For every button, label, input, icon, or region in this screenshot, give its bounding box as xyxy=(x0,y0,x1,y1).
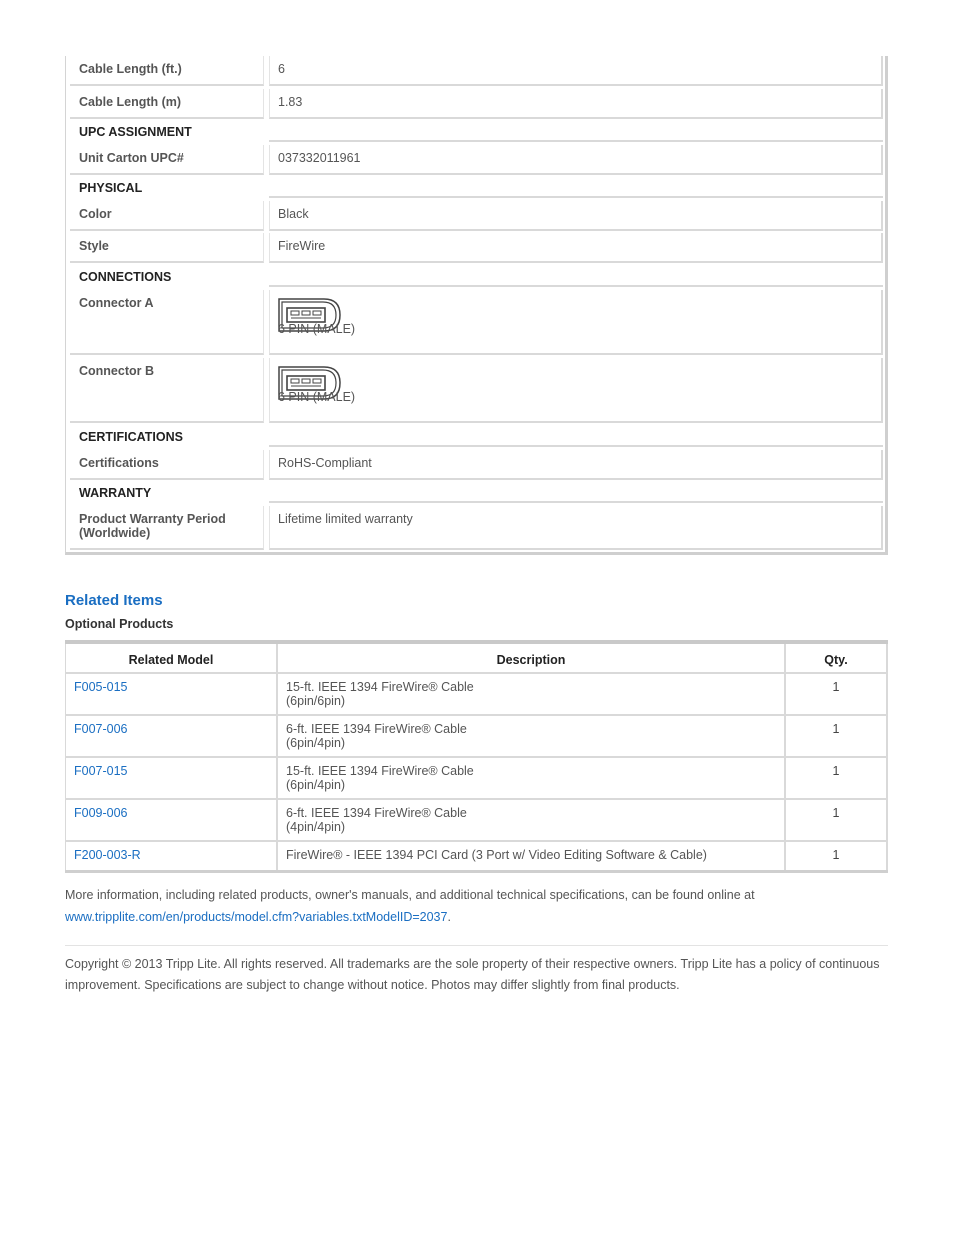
spec-label: Color xyxy=(70,201,264,231)
model-cell xyxy=(65,716,278,756)
section-title: UPC ASSIGNMENT xyxy=(79,125,192,139)
model-link[interactable]: F009-006 xyxy=(74,806,128,820)
description-line: (6pin/4pin) xyxy=(286,736,346,750)
description-line: (4pin/4pin) xyxy=(286,820,346,834)
spec-label: Connector A xyxy=(70,290,264,355)
qty-cell: 1 xyxy=(786,758,888,798)
spec-label-line: (Worldwide) xyxy=(79,526,151,540)
divider xyxy=(269,285,883,287)
spec-value: RoHS-Compliant xyxy=(269,450,883,480)
spec-row-cable-length-ft xyxy=(70,56,883,86)
description-line: (6pin/6pin) xyxy=(286,694,346,708)
column-header-qty: Qty. xyxy=(786,644,888,672)
table-row xyxy=(65,800,888,842)
spec-label: Unit Carton UPC# xyxy=(70,145,264,175)
model-cell xyxy=(65,800,278,840)
description-cell xyxy=(278,674,786,714)
description-line: 15-ft. IEEE 1394 FireWire® Cable xyxy=(286,764,474,778)
related-products-table xyxy=(65,640,888,873)
spec-row-style xyxy=(70,233,883,263)
description-line: 15-ft. IEEE 1394 FireWire® Cable xyxy=(286,680,474,694)
model-link[interactable]: F005-015 xyxy=(74,680,128,694)
table-row xyxy=(65,716,888,758)
section-header-warranty xyxy=(70,477,883,503)
divider xyxy=(269,501,883,503)
section-header-upc xyxy=(70,116,883,142)
spec-value: Lifetime limited warranty xyxy=(269,506,883,550)
spec-row-unit-carton-upc xyxy=(70,145,883,175)
spec-label: Style xyxy=(70,233,264,263)
spec-label: Cable Length (ft.) xyxy=(70,56,264,86)
spec-value: Black xyxy=(269,201,883,231)
spec-row-connector-a xyxy=(70,290,883,355)
product-page-link[interactable]: www.tripplite.com/en/products/model.cfm?variables.txtModelID=2037 xyxy=(65,910,448,924)
spec-row-warranty xyxy=(70,506,883,550)
spec-value: 1.83 xyxy=(269,89,883,119)
connector-type: 6 PIN (MALE) xyxy=(278,322,356,336)
spec-row-connector-b xyxy=(70,358,883,423)
copyright-text: Copyright © 2013 Tripp Lite. All rights reserved. All trademarks are the sole property of their respective owners. Tripp Lite has a policy of continuous improvement. Specifications are subject to change without notice. Photos may differ slightly from final products. xyxy=(65,957,880,992)
section-header-connections xyxy=(70,261,883,287)
spec-value: FireWire xyxy=(269,233,883,263)
divider xyxy=(269,140,883,142)
spec-row-color xyxy=(70,201,883,231)
qty-cell: 1 xyxy=(786,716,888,756)
more-info-period: . xyxy=(447,910,451,924)
specifications-table xyxy=(65,56,888,555)
divider xyxy=(269,196,883,198)
qty-cell: 1 xyxy=(786,674,888,714)
description-line: 6-ft. IEEE 1394 FireWire® Cable xyxy=(286,806,467,820)
model-cell xyxy=(65,842,278,870)
spec-label: Connector B xyxy=(70,358,264,423)
description-line: 6-ft. IEEE 1394 FireWire® Cable xyxy=(286,722,467,736)
spec-value: 6 xyxy=(269,56,883,86)
model-cell xyxy=(65,674,278,714)
more-info-sentence: More information, including related products, owner's manuals, and additional technical specifications, can be found online at xyxy=(65,888,755,902)
section-title: WARRANTY xyxy=(79,486,152,500)
column-header-model: Related Model xyxy=(65,644,278,672)
description-cell xyxy=(278,758,786,798)
column-header-description: Description xyxy=(278,644,786,672)
table-header-row xyxy=(65,644,888,674)
spec-value xyxy=(269,358,883,423)
connector-type: 6 PIN (MALE) xyxy=(278,390,356,404)
footer-divider xyxy=(65,945,888,946)
description-line: (6pin/4pin) xyxy=(286,778,346,792)
optional-products-heading: Optional Products xyxy=(65,617,174,631)
table-row xyxy=(65,758,888,800)
section-title: PHYSICAL xyxy=(79,181,143,195)
divider xyxy=(269,445,883,447)
description-cell xyxy=(278,842,786,870)
related-items-heading: Related Items xyxy=(65,592,163,609)
section-header-certifications xyxy=(70,421,883,447)
model-link[interactable]: F007-015 xyxy=(74,764,128,778)
spec-value: 037332011961 xyxy=(269,145,883,175)
spec-label xyxy=(70,506,264,550)
description-line: FireWire® - IEEE 1394 PCI Card (3 Port w/ Video Editing Software & Cable) xyxy=(286,848,707,862)
model-link[interactable]: F200-003-R xyxy=(74,848,141,862)
spec-label: Cable Length (m) xyxy=(70,89,264,119)
description-cell xyxy=(278,800,786,840)
spec-row-cable-length-m xyxy=(70,89,883,119)
qty-cell: 1 xyxy=(786,842,888,870)
model-cell xyxy=(65,758,278,798)
table-row xyxy=(65,674,888,716)
description-cell xyxy=(278,716,786,756)
section-title: CONNECTIONS xyxy=(79,270,172,284)
spec-row-certifications xyxy=(70,450,883,480)
model-link[interactable]: F007-006 xyxy=(74,722,128,736)
spec-label-line: Product Warranty Period xyxy=(79,512,226,526)
qty-cell: 1 xyxy=(786,800,888,840)
spec-value xyxy=(269,290,883,355)
spec-label: Certifications xyxy=(70,450,264,480)
table-row xyxy=(65,842,888,870)
section-header-physical xyxy=(70,172,883,198)
more-info-text xyxy=(65,884,888,928)
section-title: CERTIFICATIONS xyxy=(79,430,183,444)
